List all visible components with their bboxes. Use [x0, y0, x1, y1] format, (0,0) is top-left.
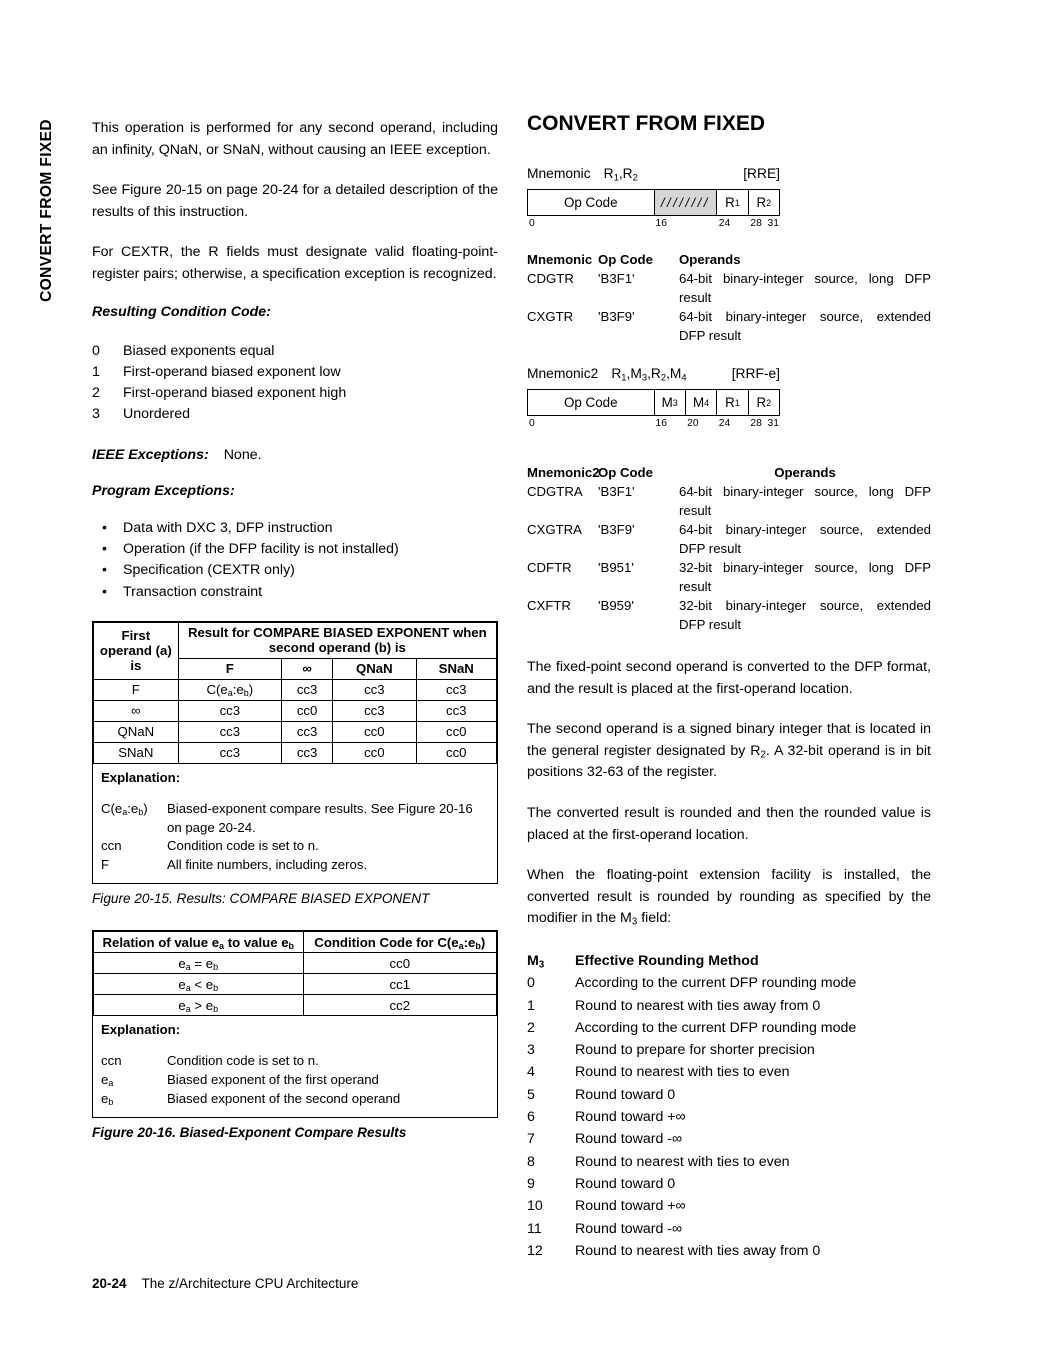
mnemonic: CXGTR	[527, 309, 574, 324]
opcode: 'B3F9'	[598, 522, 635, 537]
mnemonic: CXGTRA	[527, 522, 582, 537]
cell: cc0	[416, 721, 496, 742]
cc-text: First-operand biased exponent high	[123, 385, 347, 402]
table-subheader: F	[178, 658, 281, 679]
rounding-method: Round to nearest with ties to even	[575, 1153, 790, 1170]
opcode: 'B3F1'	[598, 484, 635, 499]
bit-label: 0	[529, 418, 535, 429]
explanation-heading: Explanation:	[101, 769, 181, 785]
condition-code-heading: Resulting Condition Code:	[92, 303, 271, 320]
row-label: ∞	[94, 700, 179, 721]
bit-label: 28	[750, 418, 762, 429]
operand-syntax: $R_1,M_3,R_2,M_4$	[611, 366, 687, 383]
rounding-method: Round toward -∞	[575, 1131, 683, 1148]
cc-cell: cc0	[303, 953, 496, 974]
m4-field: M 4	[685, 390, 716, 415]
mnemonic: CXFTR	[527, 598, 571, 613]
bullet-icon: •	[102, 541, 107, 558]
exception-text: Transaction constraint	[123, 583, 263, 600]
rounding-row	[527, 972, 931, 994]
modifier-value: 1	[527, 997, 535, 1014]
ieee-exceptions-value: None.	[223, 446, 262, 463]
rounding-method: According to the current DFP rounding mode	[575, 1019, 857, 1036]
table-explanation	[93, 764, 497, 883]
cc-number: 2	[92, 385, 100, 402]
operands: 32-bit binary-integer source, extended DFP result	[679, 598, 931, 632]
bit-label: 31	[767, 418, 779, 429]
figure-20-15-table	[92, 621, 498, 884]
list-item	[92, 518, 498, 539]
ieee-exceptions-line	[92, 447, 498, 463]
mnemonic-row	[527, 520, 931, 558]
definition: Biased exponent of the second operand	[167, 1090, 401, 1106]
modifier-value: 0	[527, 975, 535, 992]
operands: 64-bit binary-integer source, long DFP result	[679, 271, 931, 305]
explanation-item	[101, 837, 489, 856]
mnemonic-label: Mnemonic	[527, 166, 591, 181]
modifier-value: 9	[527, 1175, 535, 1192]
rounding-row	[527, 1128, 931, 1150]
format-tag: [RRF-e]	[731, 366, 780, 381]
paragraph: This operation is performed for any second operand, including an infinity, QNaN, or SNaN, without causing an IEEE exception.	[92, 120, 498, 158]
definition: Biased-exponent compare results. See Figure 20-16 on page 20-24.	[167, 800, 473, 835]
exception-text: Operation (if the DFP facility is not installed)	[123, 541, 399, 558]
relation-cell: $e_a > e_b$	[94, 995, 304, 1016]
opcode: 'B959'	[598, 598, 634, 613]
paragraph: The second operand is a signed binary integer that is located in the general register designated by $R_2$. A 32-bit operand is in bit positions 32-63 of the register.	[527, 721, 931, 781]
cell: cc3	[333, 679, 416, 700]
mnemonic-row	[527, 558, 931, 596]
cell: cc0	[333, 721, 416, 742]
mnemonic-header-row	[527, 463, 931, 482]
paragraph: See Figure 20-15 on page 20-24 for a detailed description of the results of this instruction.	[92, 182, 498, 220]
definition: Biased exponent of the first operand	[167, 1071, 379, 1087]
table-header: Condition Code for $C(e_a:e_b)$	[303, 932, 496, 953]
rounding-row	[527, 1218, 931, 1240]
opcode: 'B3F9'	[598, 309, 635, 324]
header-mnemonic: Mnemonic	[527, 252, 593, 267]
table-header: Relation of value $e_a$ to value $e_b$	[94, 932, 304, 953]
modifier-value: 10	[527, 1198, 543, 1215]
figure-20-16-caption: Figure 20-16. Biased-Exponent Compare Results	[92, 1125, 407, 1141]
mnemonic-row	[527, 269, 931, 307]
explanation-heading: Explanation:	[101, 1022, 181, 1038]
definition: Condition code is set to n.	[167, 838, 319, 854]
compare-biased-exponent-results-table	[93, 622, 497, 764]
left-column	[92, 118, 498, 1164]
condition-code-item	[92, 341, 498, 362]
bit-position-labels	[527, 418, 780, 431]
paragraph: The converted result is rounded and then the rounded value is placed at the first-operand location.	[527, 804, 931, 843]
rounding-row	[527, 1106, 931, 1128]
table-row	[94, 679, 497, 700]
term: $C(e_a:e_b)$	[101, 800, 148, 818]
rounding-method: Round toward 0	[575, 1086, 676, 1103]
relation-cell: $e_a < e_b$	[94, 974, 304, 995]
header-opcode: Op Code	[598, 252, 653, 267]
bit-label: 16	[655, 218, 667, 229]
modifier-value: 2	[527, 1019, 535, 1036]
header-operands: Operands	[774, 465, 836, 480]
mnemonic-table-2	[527, 463, 931, 634]
bullet-icon: •	[102, 519, 107, 536]
opcode: 'B3F1'	[598, 271, 635, 286]
rounding-method: Round toward 0	[575, 1175, 676, 1192]
cell: cc0	[416, 742, 496, 763]
list-item	[92, 582, 498, 603]
list-item	[92, 539, 498, 560]
rounding-row	[527, 1173, 931, 1195]
rounding-row	[527, 1061, 931, 1083]
figure-20-16-table	[92, 930, 498, 1118]
modifier-value: 4	[527, 1064, 535, 1081]
table-explanation	[93, 1016, 497, 1117]
r1-field: R 1	[716, 190, 747, 215]
cc-cell: cc1	[303, 974, 496, 995]
opcode-field: Op Code	[563, 195, 618, 210]
table-row	[94, 700, 497, 721]
modifier-value: 12	[527, 1242, 543, 1259]
term: ccn	[101, 838, 122, 854]
page-number: 20-24	[92, 1276, 127, 1291]
rounding-method: Round to nearest with ties to even	[575, 1064, 790, 1081]
operands: 64-bit binary-integer source, long DFP result	[679, 484, 931, 518]
table-row	[94, 953, 497, 974]
unused-field: ////////	[654, 190, 717, 215]
rounding-row	[527, 1017, 931, 1039]
cell: cc0	[333, 742, 416, 763]
instruction-format-line	[527, 366, 780, 381]
table-subheader: SNaN	[416, 658, 496, 679]
rounding-row	[527, 1084, 931, 1106]
condition-code-item	[92, 383, 498, 404]
table-subheader: ∞	[282, 658, 333, 679]
cc-text: Unordered	[123, 406, 191, 423]
cell: cc3	[178, 721, 281, 742]
instruction-format-line	[527, 166, 780, 181]
bit-label: 0	[529, 218, 535, 229]
definition: Condition code is set to n.	[167, 1053, 319, 1069]
figure-20-15-caption: Figure 20-15. Results: COMPARE BIASED EXPONENT	[92, 891, 430, 907]
biased-exponent-compare-table	[93, 931, 497, 1016]
sidebar-chapter-label: CONVERT FROM FIXED	[38, 119, 55, 302]
mnemonic-row	[527, 596, 931, 634]
rounding-row	[527, 1240, 931, 1262]
term: $e_b$	[101, 1090, 114, 1107]
bullet-icon: •	[102, 583, 107, 600]
definition: All finite numbers, including zeros.	[167, 856, 368, 872]
mnemonic-row	[527, 307, 931, 345]
modifier-value: 7	[527, 1131, 535, 1148]
table-row	[94, 742, 497, 763]
exception-text: Data with DXC 3, DFP instruction	[123, 519, 333, 536]
table-header: Result for COMPARE BIASED EXPONENT when second operand (b) is	[178, 622, 496, 658]
r2-field: R 2	[748, 390, 779, 415]
mnemonic-header-row	[527, 250, 931, 269]
explanation-item	[101, 1090, 489, 1109]
bit-label: 20	[687, 418, 699, 429]
rounding-method-list	[527, 950, 931, 1262]
m3-field: M 3	[654, 390, 685, 415]
rounding-method: Round toward +∞	[575, 1109, 686, 1126]
bit-label: 31	[767, 218, 779, 229]
paragraph: For CEXTR, the R fields must designate valid floating-point-register pairs; otherwise, a specification exception is recognized.	[92, 244, 498, 282]
cell: cc3	[282, 679, 333, 700]
cell: cc3	[178, 742, 281, 763]
bullet-icon: •	[102, 562, 107, 579]
rounding-row	[527, 1195, 931, 1217]
cc-text: Biased exponents equal	[123, 342, 275, 359]
explanation-item	[101, 1071, 489, 1090]
mnemonic: CDGTR	[527, 271, 574, 286]
bit-label: 24	[718, 418, 731, 429]
program-exceptions-heading: Program Exceptions:	[92, 482, 235, 499]
m3-header: $M_3$	[527, 952, 545, 971]
rounding-method: Round to nearest with ties away from 0	[575, 1242, 821, 1259]
term: $e_a$	[101, 1071, 114, 1089]
opcode-field: Op Code	[563, 395, 618, 410]
row-label: SNaN	[94, 742, 179, 763]
explanation-item	[101, 856, 489, 875]
r1-field: R 1	[716, 390, 747, 415]
rounding-method-header: Effective Rounding Method	[575, 952, 759, 969]
modifier-value: 3	[527, 1042, 535, 1059]
explanation-item	[101, 1052, 489, 1071]
table-row	[94, 995, 497, 1016]
header-operands: Operands	[679, 252, 741, 267]
header-opcode: Op Code	[598, 465, 653, 480]
header-mnemonic: Mnemonic2	[527, 465, 600, 480]
row-label: QNaN	[94, 721, 179, 742]
rounding-header-row	[527, 950, 931, 972]
rounding-method: Round toward +∞	[575, 1198, 686, 1215]
cc-number: 0	[92, 342, 100, 359]
mnemonic: CDGTRA	[527, 484, 583, 499]
bit-label: 28	[750, 218, 762, 229]
cc-number: 3	[92, 406, 100, 423]
page-footer	[92, 1276, 358, 1291]
footer-title: The z/Architecture CPU Architecture	[141, 1276, 359, 1291]
term: ccn	[101, 1053, 122, 1069]
rounding-row	[527, 995, 931, 1017]
cell: $C(e_a:e_b)$	[178, 679, 281, 700]
cell: cc3	[282, 742, 333, 763]
modifier-value: 6	[527, 1109, 535, 1126]
rounding-method: Round toward -∞	[575, 1220, 683, 1237]
rounding-method: According to the current DFP rounding mode	[575, 975, 857, 992]
operands: 64-bit binary-integer source, extended DFP result	[679, 309, 931, 343]
cell: cc0	[282, 700, 333, 721]
cell: cc3	[282, 721, 333, 742]
table-row	[94, 974, 497, 995]
mnemonic: CDFTR	[527, 560, 572, 575]
mnemonic-label: Mnemonic2	[527, 366, 599, 381]
program-exceptions-list	[92, 518, 498, 603]
bit-label: 16	[655, 418, 667, 429]
bit-label: 24	[718, 218, 731, 229]
format-tag: [RRE]	[743, 166, 780, 181]
explanation-item	[101, 800, 489, 837]
table-header: First operand (a) is	[94, 622, 179, 679]
list-item	[92, 560, 498, 581]
cc-number: 1	[92, 363, 100, 380]
operands: 32-bit binary-integer source, long DFP result	[679, 560, 931, 594]
page-title: CONVERT FROM FIXED	[527, 112, 766, 135]
row-label: F	[94, 679, 179, 700]
rrf-e-format-diagram	[527, 389, 780, 416]
opcode: 'B951'	[598, 560, 634, 575]
cell: cc3	[416, 700, 496, 721]
modifier-value: 5	[527, 1086, 535, 1103]
condition-code-item	[92, 362, 498, 383]
modifier-value: 11	[527, 1220, 542, 1237]
rounding-method: Round to nearest with ties away from 0	[575, 997, 821, 1014]
operand-syntax: $R_1,R_2$	[603, 166, 638, 183]
mnemonic-table-1	[527, 250, 931, 345]
rounding-method: Round to prepare for shorter precision	[575, 1042, 815, 1059]
cc-cell: cc2	[303, 995, 496, 1016]
exception-text: Specification (CEXTR only)	[123, 562, 295, 579]
rounding-row	[527, 1151, 931, 1173]
mnemonic-row	[527, 482, 931, 520]
cell: cc3	[416, 679, 496, 700]
operands: 64-bit binary-integer source, extended DFP result	[679, 522, 931, 556]
right-column	[527, 112, 931, 1262]
bit-position-labels	[527, 218, 780, 231]
rounding-row	[527, 1039, 931, 1061]
table-row	[94, 721, 497, 742]
rre-format-diagram	[527, 189, 780, 216]
term: F	[101, 856, 110, 872]
cell: cc3	[178, 700, 281, 721]
paragraph: When the floating-point extension facility is installed, the converted result is rounded by rounding as specified by the modifier in the $M_3$ field:	[527, 867, 931, 928]
modifier-value: 8	[527, 1153, 535, 1170]
ieee-exceptions-heading: IEEE Exceptions:	[92, 446, 209, 463]
cell: cc3	[333, 700, 416, 721]
condition-code-item	[92, 404, 498, 425]
relation-cell: $e_a = e_b$	[94, 953, 304, 974]
paragraph: The fixed-point second operand is converted to the DFP format, and the result is placed at the first-operand location.	[527, 659, 931, 697]
condition-code-list	[92, 341, 498, 426]
cc-text: First-operand biased exponent low	[123, 363, 341, 380]
table-subheader: QNaN	[333, 658, 416, 679]
r2-field: R 2	[748, 190, 779, 215]
